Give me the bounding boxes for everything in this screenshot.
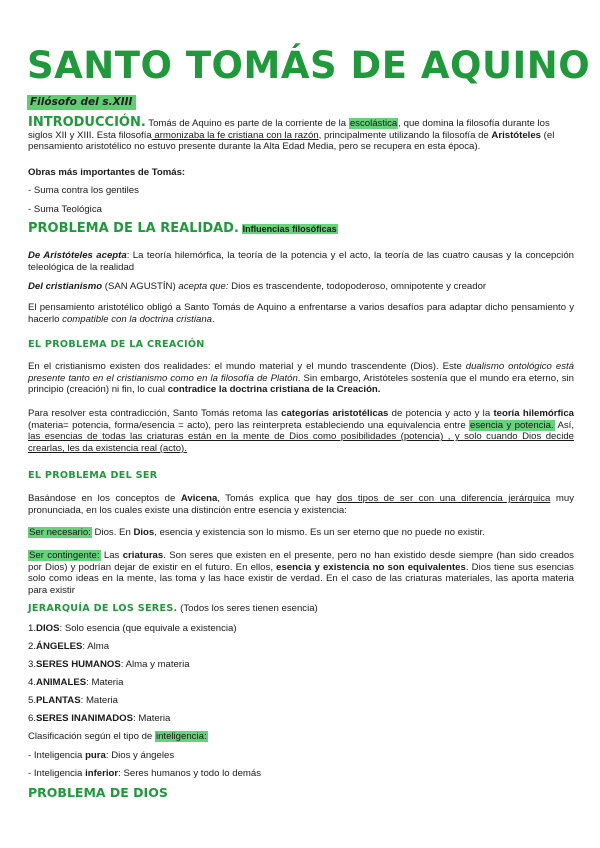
jerarquia-heading-row: JERARQUÍA DE LOS SERES. (Todos los seres tienen esencia) — [28, 603, 318, 614]
realidad-adaptation-paragraph: El pensamiento aristotélico obligó a Santo Tomás de Aquino a enfrentarse a varios desafíos para adaptar dicho pensamiento y hacerlo compatible con la doctrina cristiana. — [28, 302, 574, 325]
intro-paragraph: INTRODUCCIÓN. Tomás de Aquino es parte de la corriente de la escolástica, que domina la filosofía durante los siglos XII y XIII. Esta filosofía armonizaba la fe cristiana con la razón, principalmente utilizando la filosofía de Aristóteles (el pensamiento aristotélico no estuvo presente durante la Alta Edad Media, pero se recupera en esta época). — [28, 115, 555, 153]
jerarquia-item: 2.ÁNGELES: Alma — [28, 641, 110, 652]
realidad-heading-row — [28, 223, 574, 236]
highlight-esencia-potencia: esencia y potencia. — [470, 419, 554, 431]
jerarquia-item: 5.PLANTAS: Materia — [28, 695, 118, 706]
jerarquia-item: 1.DIOS: Solo esencia (que equivale a existencia) — [28, 623, 237, 634]
jerarquia-item: 6.SERES INANIMADOS: Materia — [28, 713, 171, 724]
realidad-cristianismo-paragraph: Del cristianismo (SAN AGUSTÍN) acepta que: Dios es trascendente, todopoderoso, omnipotente y creador — [28, 281, 487, 292]
realidad-aristoteles-paragraph: De Aristóteles acepta: La teoría hilemórfica, la teoría de la potencia y el acto, la teoría de las cuatro causas y la concepción teleológica de la realidad — [28, 250, 574, 273]
page-subtitle: Filósofo del s.XIII — [27, 95, 136, 110]
jerarquia-heading: JERARQUÍA DE LOS SERES. — [28, 603, 178, 614]
inteligencia-item: - Inteligencia inferior: Seres humanos y todo lo demás — [28, 768, 262, 779]
realidad-heading: PROBLEMA DE LA REALIDAD. — [28, 221, 239, 236]
highlight-escolastica: escolástica — [349, 118, 398, 129]
jerarquia-item: 4.ANIMALES: Materia — [28, 677, 124, 688]
ser-necesario-paragraph: Ser necesario: Dios. En Dios, esencia y existencia son lo mismo. Es un ser eterno que no puede no existir. — [29, 527, 485, 538]
page-title: SANTO TOMÁS DE AQUINO — [27, 44, 591, 87]
creacion-heading: EL PROBLEMA DE LA CREACIÓN — [28, 339, 205, 350]
ser-heading: EL PROBLEMA DEL SER — [28, 470, 158, 481]
realidad-tag: Influencias filosóficas — [242, 224, 337, 234]
dios-heading: PROBLEMA DE DIOS — [28, 785, 168, 800]
works-item: - Suma Teológica — [28, 204, 102, 215]
clasificacion-line: Clasificación según el tipo de inteligencia: — [28, 731, 207, 742]
ser-paragraph: Basándose en los conceptos de Avicena, Tomás explica que hay dos tipos de ser con una diferencia jerárquica muy pronunciada, en los cuales existe una distinción entre esencia y existencia: — [28, 493, 574, 516]
inteligencia-item: - Inteligencia pura: Dios y ángeles — [28, 750, 175, 761]
creacion-paragraph-1: En el cristianismo existen dos realidades: el mundo material y el mundo trascendente (Dios). Este dualismo ontológico está presente tanto en el cristianismo como en la filosofía de Platón. Sin embargo, Aristóteles sostenía que el mundo era eterno, sin principio (creación) ni fin, lo cual contradice la doctrina cristiana de la Creación. — [28, 361, 574, 396]
highlight-inteligencia: inteligencia: — [155, 731, 207, 742]
highlight-ser-necesario: Ser necesario: — [29, 527, 91, 538]
intro-heading: INTRODUCCIÓN. — [28, 115, 146, 130]
ser-contingente-paragraph: Ser contingente: Las criaturas. Son seres que existen en el presente, pero no han existido desde siempre (han sido creados por Dios) y podrían dejar de existir en el futuro. En ellos, esencia y existencia no son equivalentes. Dios tiene sus esencias solo como ideas en la mente, las toma y las hace existir de verdad. En el caso de las criaturas materiales, las aporta materia para existir — [28, 550, 574, 596]
works-heading: Obras más importantes de Tomás: — [28, 167, 186, 178]
creacion-paragraph-2: Para resolver esta contradicción, Santo Tomás retoma las categorías aristotélicas de potencia y acto y la teoría hilemórfica (materia= potencia, forma/esencia = acto), pero las reinterpreta estableciendo una equivalencia entre esencia y potencia. Así, las esencias de todas las criaturas están en la mente de Dios como posibilidades (potencia) , y solo cuando Dios decide crearlas, les da existencia real (acto). — [28, 408, 575, 454]
works-item: - Suma contra los gentiles — [28, 185, 139, 196]
highlight-ser-contingente: Ser contingente: — [29, 550, 100, 561]
jerarquia-item: 3.SERES HUMANOS: Alma y materia — [28, 659, 190, 670]
